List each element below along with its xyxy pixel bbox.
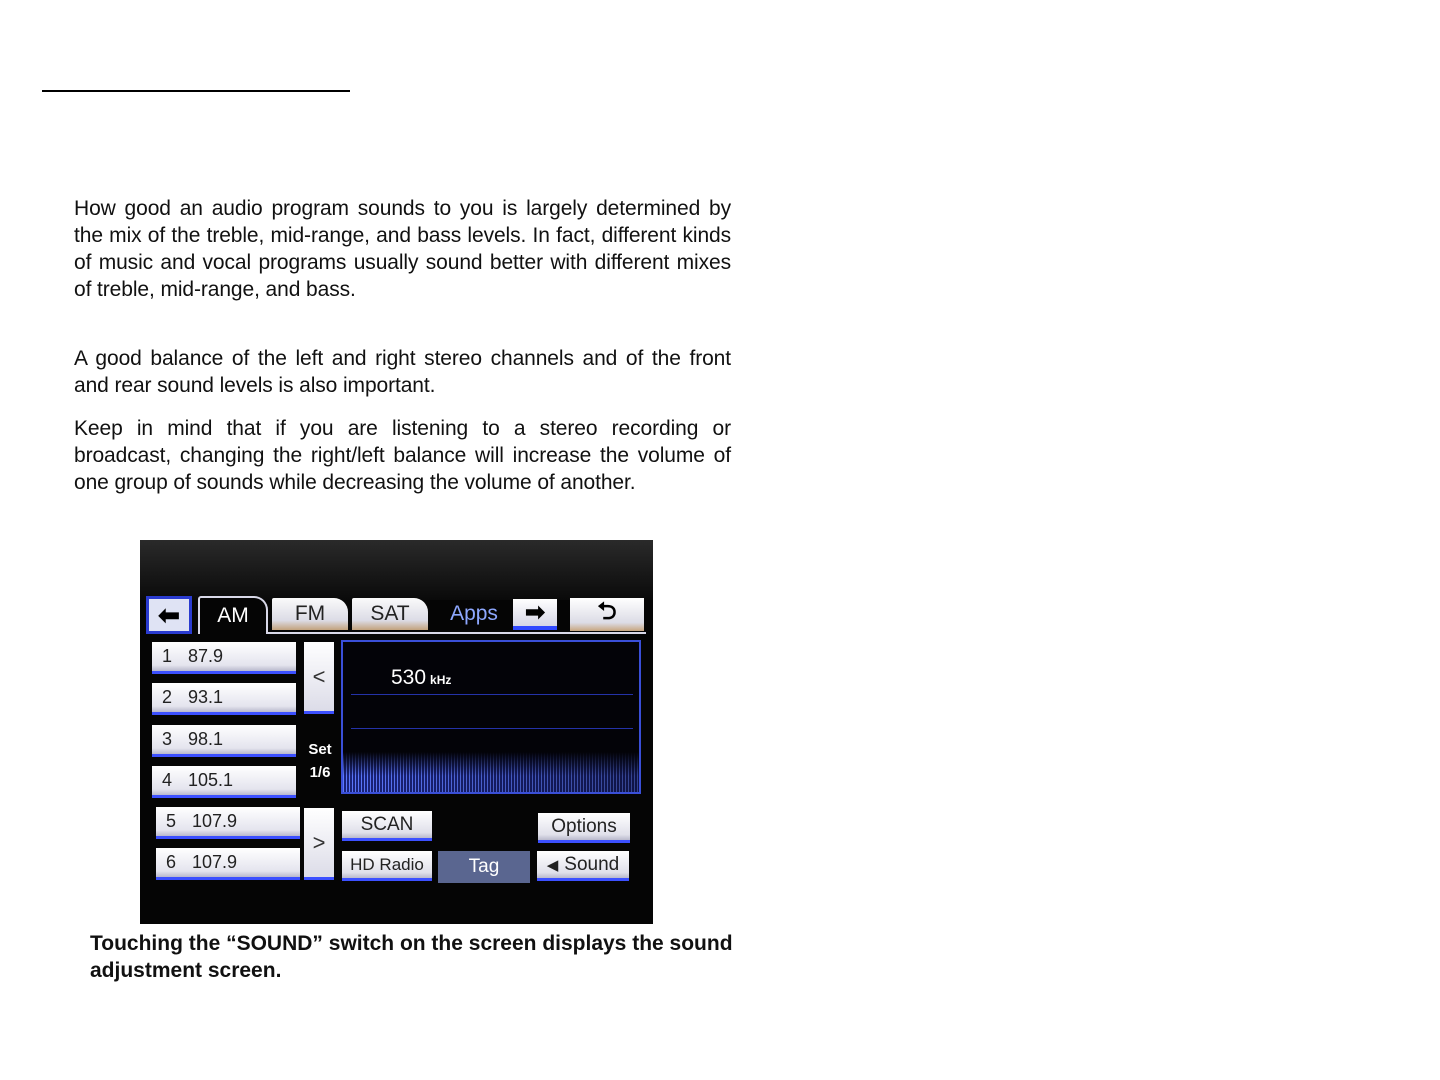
preset-number: 5 [165, 811, 176, 831]
back-button[interactable] [146, 596, 192, 634]
tab-fm[interactable] [272, 598, 348, 630]
header-rule [42, 90, 350, 92]
scan-label: SCAN [360, 813, 414, 835]
next-preset-page-button[interactable] [304, 808, 334, 880]
preset-button-4[interactable] [152, 766, 296, 798]
preset-set-label: Set [308, 741, 332, 758]
preset-frequency: 107.9 [192, 852, 238, 872]
preset-button-6[interactable] [156, 848, 300, 880]
paragraph-balance: A good balance of the left and right stereo channels and of the front and rear sound levels is also important. [74, 347, 731, 397]
preset-button-2[interactable] [152, 683, 296, 715]
tab-am[interactable] [198, 596, 268, 634]
screen-glare [140, 540, 653, 600]
display-divider [351, 694, 633, 695]
paragraph-tone-mix: How good an audio program sounds to you is largely determined by the mix of the treble, mid-range, and bass levels. In fact, different kinds of music and vocal programs usually sound better with different mixes of treble, mid-range, and bass. [74, 197, 731, 301]
tag-button[interactable] [438, 851, 530, 883]
tab-sat[interactable] [352, 598, 428, 630]
station-display [341, 640, 641, 794]
preset-frequency: 93.1 [188, 687, 224, 707]
chevron-left-icon: < [312, 663, 326, 689]
frequency-unit: kHz [430, 673, 452, 687]
preset-set-value: 1/6 [309, 764, 331, 781]
forward-button[interactable] [513, 599, 557, 630]
return-arrow-icon: ⮌ [597, 598, 617, 625]
chevron-right-icon: > [312, 829, 326, 855]
preset-number: 1 [161, 646, 172, 666]
display-divider [351, 728, 633, 729]
hd-radio-label: HD Radio [350, 854, 424, 874]
paragraph-stereo-note: Keep in mind that if you are listening to a stereo recording or broadcast, changing the right/left balance will increase the volume of one group of sounds while decreasing the volume of another. [74, 417, 731, 494]
tab-sat-label: SAT [370, 602, 410, 625]
sound-button[interactable] [537, 851, 629, 881]
prev-preset-page-button[interactable] [304, 642, 334, 714]
frequency-value: 530 [391, 666, 427, 689]
hd-radio-button[interactable] [342, 851, 432, 881]
forward-arrow-icon: ➡ [524, 599, 546, 626]
preset-number: 3 [161, 729, 172, 749]
preset-number: 6 [165, 852, 176, 872]
tab-fm-label: FM [294, 602, 326, 625]
options-button[interactable] [538, 813, 630, 843]
sound-label: Sound [564, 853, 620, 875]
preset-frequency: 98.1 [188, 729, 224, 749]
tab-am-label: AM [217, 604, 249, 627]
preset-frequency: 105.1 [188, 770, 234, 790]
back-arrow-icon: ⬅ [158, 599, 180, 630]
scan-button[interactable] [342, 811, 432, 841]
tag-label: Tag [468, 856, 500, 877]
options-label: Options [551, 815, 617, 837]
figure-caption: Touching the “SOUND” switch on the screen displays the sound adjustment screen. [90, 932, 733, 982]
preset-number: 2 [161, 687, 172, 707]
tab-apps-label: Apps [450, 602, 498, 625]
preset-button-3[interactable] [152, 725, 296, 757]
preset-frequency: 107.9 [192, 811, 238, 831]
speaker-icon: ◀ [546, 856, 559, 874]
radio-screen-photo [140, 540, 653, 924]
preset-frequency: 87.9 [188, 646, 224, 666]
signal-visualizer [343, 752, 639, 792]
return-button[interactable] [570, 598, 644, 631]
tab-apps[interactable] [438, 598, 510, 630]
station-frequency [391, 666, 451, 690]
preset-button-1[interactable] [152, 642, 296, 674]
preset-number: 4 [161, 770, 172, 790]
preset-button-5[interactable] [156, 807, 300, 839]
tab-underline [268, 632, 646, 634]
